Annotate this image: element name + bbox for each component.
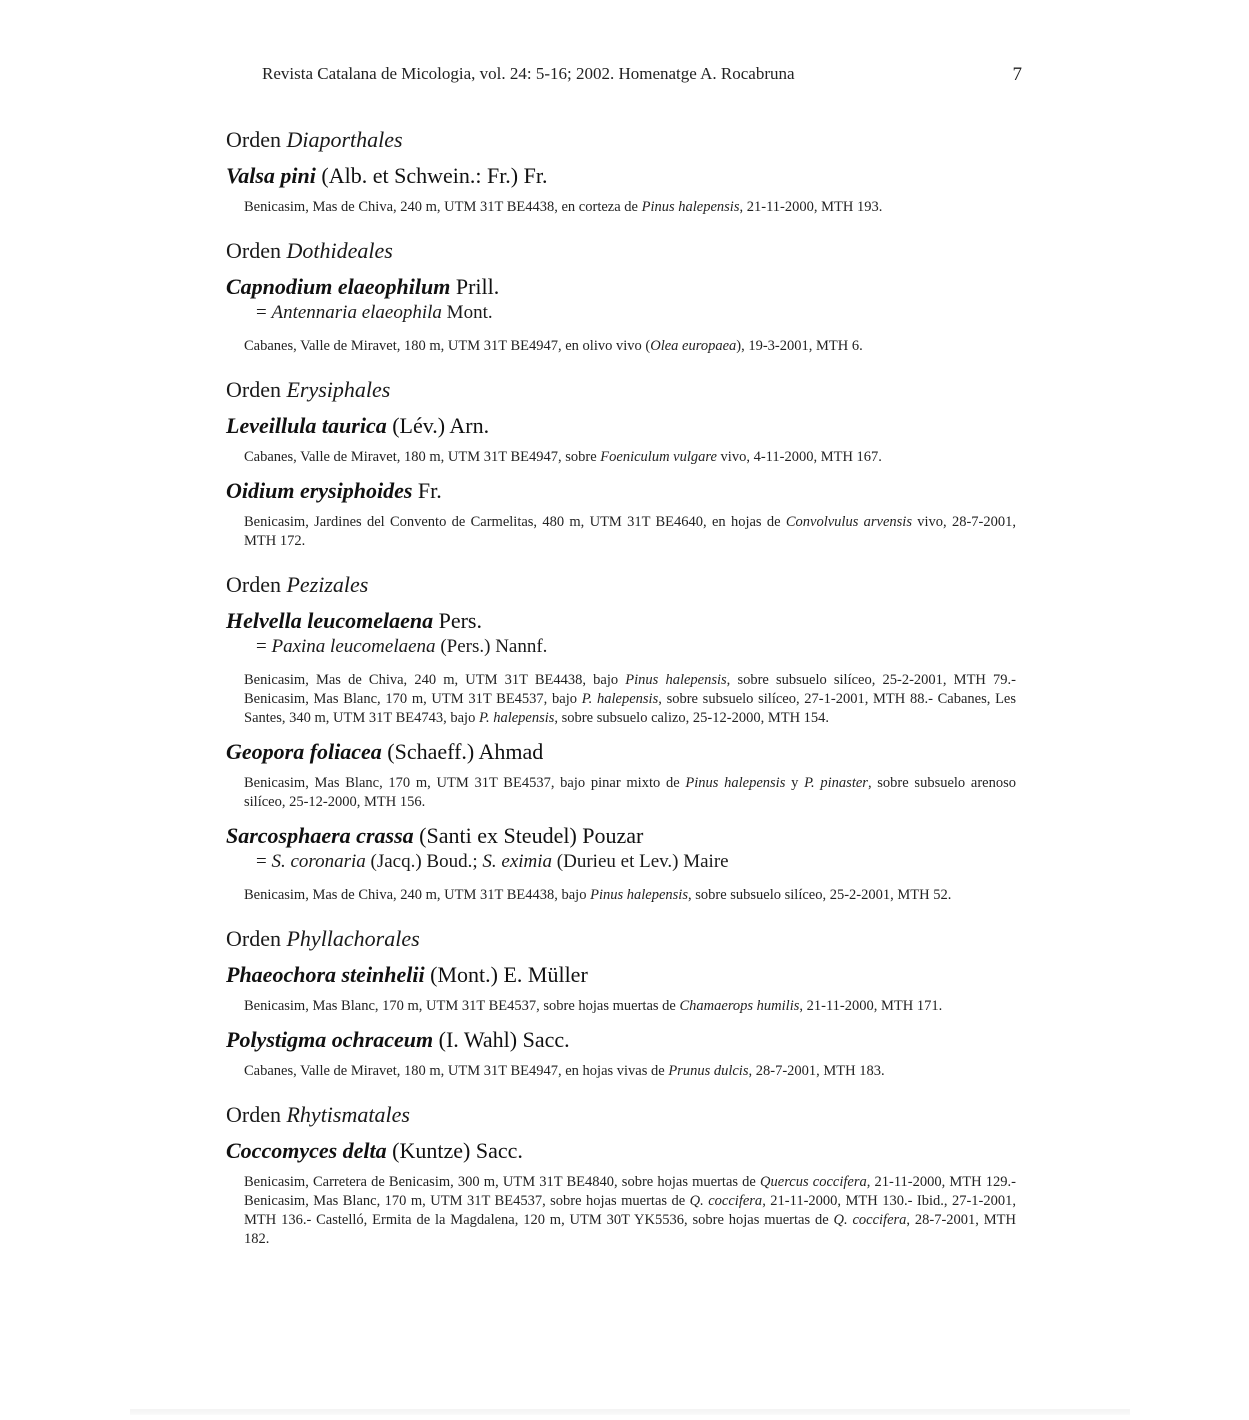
collection-record [244,886,1016,905]
record-text: , 21-11-2000, MTH 193. [739,199,883,215]
collection-record [244,1173,1016,1249]
running-header [262,64,1022,88]
species-heading [226,273,1016,301]
record-italic: Pinus halepensis [625,672,727,688]
synonym-italic: Antennaria elaeophila [271,302,442,323]
order-name: Diaporthales [286,127,403,152]
species-name: Oidium erysiphoides [226,478,413,503]
species-author: (Alb. et Schwein.: Fr.) Fr. [315,163,548,188]
species-name: Helvella leucomelaena [226,608,434,633]
record-text: Benicasim, Carretera de Benicasim, 300 m, UTM 31T BE4840, sobre hojas muertas de [244,1174,761,1190]
record-text: Cabanes, Valle de Miravet, 180 m, UTM 31T BE4947, en olivo vivo ( [244,338,651,354]
record-italic: Prunus dulcis [668,1063,749,1079]
record-italic: Q. coccifera [689,1193,763,1209]
species-author: (I. Wahl) Sacc. [433,1027,570,1052]
synonym-text: (Durieu et Lev.) Maire [552,851,729,872]
record-text: Cabanes, Valle de Miravet, 180 m, UTM 31T BE4947, en hojas vivas de [244,1063,669,1079]
species-heading [226,738,1016,766]
order-name: Pezizales [286,572,369,597]
record-text: Benicasim, Mas de Chiva, 240 m, UTM 31T BE4438, bajo [244,887,591,903]
species-author: Fr. [412,478,442,503]
species-author: Prill. [450,274,500,299]
synonym-italic: S. eximia [482,851,553,872]
record-text: , 28-7-2001, MTH 182. [244,1212,1016,1247]
record-text: Benicasim, Jardines del Convento de Carmelitas, 480 m, UTM 31T BE4640, en hojas de [244,514,786,530]
order-heading [226,925,1016,953]
collection-record [244,997,1016,1016]
record-text: Benicasim, Mas de Chiva, 240 m, UTM 31T BE4438, bajo [244,672,626,688]
collection-record [244,513,1016,551]
record-italic: Pinus halepensis [685,775,786,791]
order-heading [226,237,1016,265]
species-author: (Santi ex Steudel) Pouzar [413,823,644,848]
record-italic: Convolvulus arvensis [785,514,912,530]
species-name: Phaeochora steinhelii [226,962,425,987]
synonym-text: = [256,851,272,872]
order-name: Dothideales [286,238,393,263]
order-heading [226,1101,1016,1129]
record-text: , sobre subsuelo silíceo, 27-1-2001, MTH 88.- Cabanes, Les Santes, 340 m, UTM 31T BE4743, bajo [244,691,1017,726]
record-text: , 21-11-2000, MTH 129.- Benicasim, Mas Blanc, 170 m, UTM 31T BE4537, sobre hojas muertas de [244,1174,1016,1209]
collection-record [244,774,1016,812]
record-italic: P. halepensis [478,710,555,726]
order-heading [226,126,1016,154]
journal-citation: Revista Catalana de Micologia, vol. 24: 5-16; 2002. Homenatge A. Rocabruna [262,64,795,83]
collection-record [244,337,1016,356]
species-list [226,126,1016,1259]
record-text: , 21-11-2000, MTH 171. [799,998,943,1014]
species-name: Coccomyces delta [226,1138,387,1163]
species-heading [226,477,1016,505]
species-name: Sarcosphaera crassa [226,823,414,848]
species-heading [226,607,1016,635]
record-text: vivo, 28-7-2001, MTH 172. [244,514,1016,549]
record-text: ), 19-3-2001, MTH 6. [736,338,863,354]
record-italic: P. pinaster [804,775,868,791]
order-label: Orden [226,127,287,152]
order-name: Rhytismatales [286,1102,410,1127]
page-number: 7 [1012,64,1022,85]
synonym-line [256,850,1016,874]
record-text: vivo, 4-11-2000, MTH 167. [716,449,882,465]
record-text: Benicasim, Mas de Chiva, 240 m, UTM 31T BE4438, en corteza de [244,199,642,215]
record-italic: Quercus coccifera [760,1174,867,1190]
species-heading [226,822,1016,850]
species-author: (Mont.) E. Müller [424,962,588,987]
synonym-italic: Paxina leucomelaena [271,636,436,657]
record-text: , sobre subsuelo calizo, 25-12-2000, MTH 154. [554,710,830,726]
order-label: Orden [226,926,287,951]
record-italic: Pinus halepensis [641,199,740,215]
record-italic: Chamaerops humilis [679,998,800,1014]
record-text: y [785,775,805,791]
synonym-text: = [256,302,272,323]
synonym-line [256,635,1016,659]
species-name: Valsa pini [226,163,316,188]
synonym-text: (Pers.) Nannf. [435,636,548,657]
record-italic: Foeniculum vulgare [600,449,717,465]
species-name: Leveillula taurica [226,413,387,438]
record-italic: Pinus halepensis [590,887,688,903]
record-italic: Olea europaea [650,338,737,354]
synonym-italic: S. coronaria [271,851,366,872]
record-text: Benicasim, Mas Blanc, 170 m, UTM 31T BE4537, bajo pinar mixto de [244,775,686,791]
order-label: Orden [226,572,287,597]
species-author: (Kuntze) Sacc. [386,1138,523,1163]
order-label: Orden [226,377,287,402]
synonym-line [256,301,1016,325]
scan-edge-shadow [130,1409,1130,1415]
record-italic: Q. coccifera [833,1212,907,1228]
record-text: Cabanes, Valle de Miravet, 180 m, UTM 31T BE4947, sobre [244,449,601,465]
collection-record [244,198,1016,217]
collection-record [244,448,1016,467]
record-text: , 28-7-2001, MTH 183. [748,1063,885,1079]
species-heading [226,412,1016,440]
species-author: (Lév.) Arn. [386,413,490,438]
species-heading [226,961,1016,989]
record-text: , 21-11-2000, MTH 130.- Ibid., 27-1-2001, MTH 136.- Castelló, Ermita de la Magdalena, 120 m, UTM 30T YK5536, sobre hojas muertas de [244,1193,1016,1228]
synonym-text: Mont. [441,302,493,323]
species-author: (Schaeff.) Ahmad [381,739,544,764]
species-name: Capnodium elaeophilum [226,274,451,299]
synonym-text: = [256,636,272,657]
order-name: Erysiphales [286,377,391,402]
order-label: Orden [226,238,287,263]
species-author: Pers. [433,608,482,633]
order-heading [226,376,1016,404]
synonym-text: (Jacq.) Boud.; [365,851,483,872]
species-heading [226,1137,1016,1165]
record-text: , sobre subsuelo silíceo, 25-2-2001, MTH 79.- Benicasim, Mas Blanc, 170 m, UTM 31T BE4537, bajo [244,672,1016,707]
species-heading [226,162,1016,190]
species-name: Polystigma ochraceum [226,1027,434,1052]
record-text: Benicasim, Mas Blanc, 170 m, UTM 31T BE4537, sobre hojas muertas de [244,998,680,1014]
order-label: Orden [226,1102,287,1127]
order-name: Phyllachorales [286,926,420,951]
record-text: , sobre subsuelo silíceo, 25-2-2001, MTH 52. [687,887,952,903]
collection-record [244,1062,1016,1081]
species-heading [226,1026,1016,1054]
order-heading [226,571,1016,599]
collection-record [244,671,1016,728]
record-text: , sobre subsuelo arenoso silíceo, 25-12-2000, MTH 156. [244,775,1016,810]
record-italic: P. halepensis [581,691,659,707]
species-name: Geopora foliacea [226,739,382,764]
